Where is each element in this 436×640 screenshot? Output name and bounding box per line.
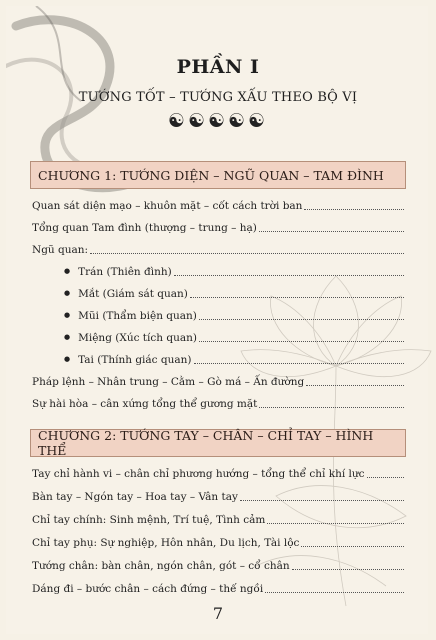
toc-subitem[interactable] <box>64 287 404 301</box>
dot-leader <box>265 592 404 593</box>
toc-item[interactable] <box>32 490 404 504</box>
dot-leader <box>301 546 404 547</box>
dot-leader <box>267 523 404 524</box>
toc-item-label: Tay chỉ hành vi – chân chỉ phương hướng – tổng thể chỉ khí lực <box>32 468 365 480</box>
dot-leader <box>259 407 404 408</box>
toc-item[interactable] <box>32 375 404 389</box>
part-title: PHẦN I <box>176 56 260 78</box>
dot-leader <box>306 385 404 386</box>
toc-item[interactable] <box>32 513 404 527</box>
dot-leader <box>259 231 404 232</box>
dot-leader <box>194 363 405 364</box>
dot-leader <box>367 477 404 478</box>
toc-item-label: Chỉ tay chính: Sinh mệnh, Trí tuệ, Tình cảm <box>32 514 266 526</box>
bullet-icon: ● <box>64 355 71 363</box>
toc-subitem[interactable] <box>64 309 404 323</box>
toc-item-label: Sự hài hòa – cân xứng tổng thể gương mặt <box>32 398 258 410</box>
toc-item[interactable] <box>32 467 404 481</box>
toc-item[interactable] <box>32 559 404 573</box>
bullet-icon: ● <box>64 289 71 297</box>
chapter-1-heading[interactable] <box>30 161 406 189</box>
toc-item[interactable] <box>32 221 404 235</box>
toc-item[interactable] <box>32 397 404 411</box>
toc-item-label: Mắt (Giám sát quan) <box>78 288 188 300</box>
bullet-icon: ● <box>64 311 71 319</box>
toc-item-label: Ngũ quan: <box>32 244 89 256</box>
toc-item[interactable] <box>32 582 404 596</box>
dot-leader <box>292 569 404 570</box>
dot-leader <box>240 500 404 501</box>
toc-subitem[interactable] <box>64 331 404 345</box>
dot-leader <box>199 341 404 342</box>
bullet-icon: ● <box>64 333 71 341</box>
toc-subitem[interactable] <box>64 265 404 279</box>
chapter-1-title: CHƯƠNG 1: TƯỚNG DIỆN – NGŨ QUAN – TAM ĐÌNH <box>38 167 384 183</box>
part-subtitle: TƯỚNG TỐT – TƯỚNG XẤU THEO BỘ VỊ <box>78 90 358 105</box>
toc-subitem[interactable] <box>64 353 404 367</box>
toc-item-label: Bàn tay – Ngón tay – Hoa tay – Vân tay <box>32 491 238 503</box>
dot-leader <box>199 319 404 320</box>
toc-item-label: Miệng (Xúc tích quan) <box>78 332 197 344</box>
toc-item-label: Dáng đi – bước chân – cách đứng – thế ngồi <box>32 583 264 595</box>
yin-yang-icon-row: ☯☯☯☯☯ <box>167 110 269 132</box>
toc-item[interactable] <box>32 199 404 213</box>
toc-item[interactable] <box>32 536 404 550</box>
dot-leader <box>174 275 404 276</box>
toc-item-label: Pháp lệnh – Nhân trung – Cằm – Gò má – Ấn đường <box>32 376 305 388</box>
toc-item-label: Mũi (Thẩm biện quan) <box>78 310 197 322</box>
toc-item-label: Tai (Thính giác quan) <box>78 354 192 366</box>
chapter-2-title: CHƯƠNG 2: TƯỚNG TAY – CHÂN – CHỈ TAY – HÌNH THỂ <box>38 428 374 458</box>
toc-item-label: Trán (Thiên đình) <box>78 266 172 278</box>
toc-item-label: Tướng chân: bàn chân, ngón chân, gót – cổ chân <box>32 560 290 572</box>
dot-leader <box>304 209 404 210</box>
toc-item-label: Quan sát diện mạo – khuôn mặt – cốt cách trời ban <box>32 200 303 212</box>
bullet-icon: ● <box>64 267 71 275</box>
toc-item-label: Tổng quan Tam đình (thượng – trung – hạ) <box>32 222 257 234</box>
page-number: 7 <box>212 604 224 623</box>
chapter-2-heading[interactable] <box>30 429 406 457</box>
toc-item-label: Chỉ tay phụ: Sự nghiệp, Hôn nhân, Du lịch, Tài lộc <box>32 537 300 549</box>
dot-leader <box>190 297 404 298</box>
toc-item[interactable] <box>32 243 404 257</box>
dot-leader <box>90 253 404 254</box>
